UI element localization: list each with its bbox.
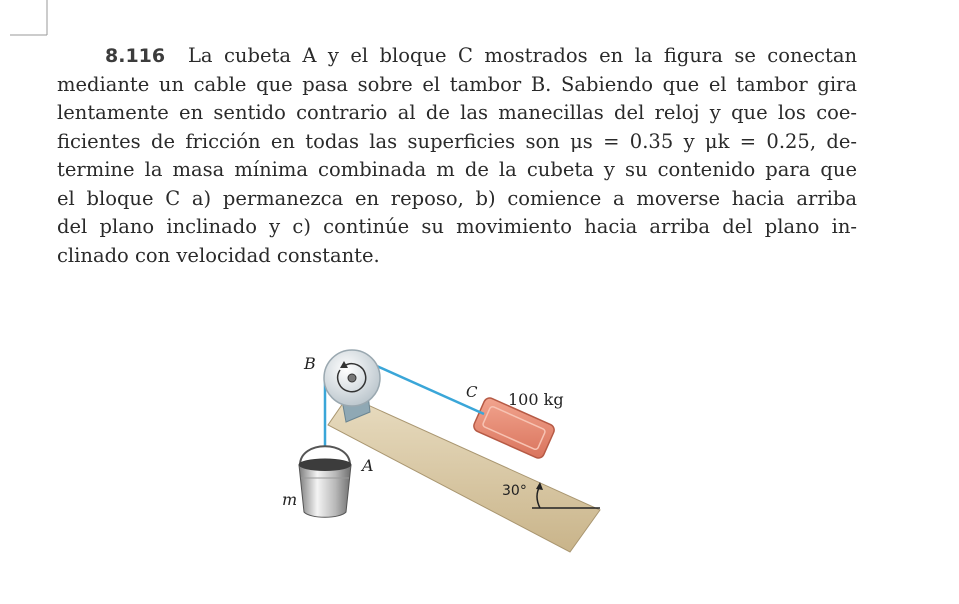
problem-line-2: mediante un cable que pasa sobre el tambor B. Sabiendo que el tambor gira xyxy=(57,72,857,96)
problem-line-8: clinado con velocidad constante. xyxy=(57,243,380,267)
problem-line-3: lentamente en sentido contrario al de las manecillas del reloj y que los coe- xyxy=(57,101,857,124)
bucket-a xyxy=(299,446,351,517)
problem-line-6: el bloque C a) permanezca en reposo, b) comience a moverse hacia arriba xyxy=(57,186,857,210)
label-block-c: C xyxy=(466,383,478,401)
page-corner-mark xyxy=(0,0,48,36)
problem-line-5: termine la masa mínima combinada m de la cubeta y su contenido para que xyxy=(57,158,857,181)
label-mass-m: m xyxy=(282,490,298,509)
figure-drawing xyxy=(270,330,610,570)
problem-line-7: del plano inclinado y c) continúe su movimiento hacia arriba del plano in- xyxy=(57,215,857,238)
problem-line-4: ficientes de fricción en todas las superficies son μs = 0.35 y μk = 0.25, de- xyxy=(57,129,857,153)
problem-statement xyxy=(57,42,857,270)
problem-line-1 xyxy=(57,42,857,71)
problem-number: 8.116 xyxy=(105,45,166,67)
problem-line-1-text: La cubeta A y el bloque C mostrados en la figura se conectan xyxy=(187,44,857,67)
label-angle: 30° xyxy=(502,483,527,499)
problem-figure xyxy=(270,330,610,570)
label-bucket-a: A xyxy=(362,456,374,475)
label-drum-b: B xyxy=(304,354,316,373)
drum-axle xyxy=(348,374,356,382)
label-block-mass: 100 kg xyxy=(508,390,564,409)
